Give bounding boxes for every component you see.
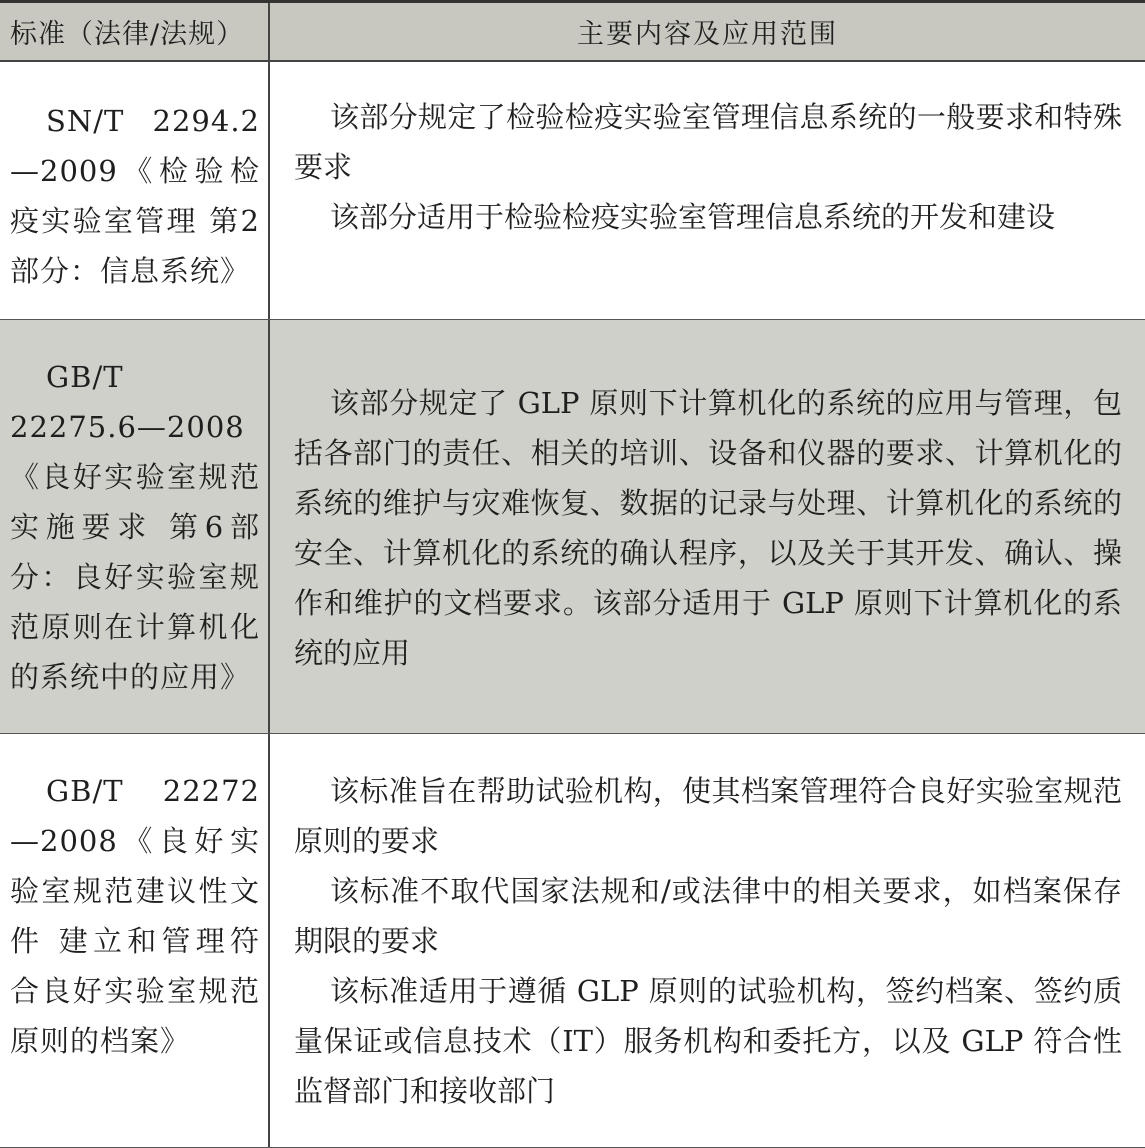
description-paragraph: 该部分规定了 GLP 原则下计算机化的系统的应用与管理，包括各部门的责任、相关的培训、设备和仪器的要求、计算机化的系统的维护与灾难恢复、数据的记录与处理、计算机化的系统的安全、计算机化的系统的确认程序，以及关于其开发、确认、操作和维护的文档要求。该部分适用于 GLP 原则下计算机化的系统的应用 xyxy=(294,386,1122,670)
description-cell xyxy=(270,320,1145,733)
description-cell xyxy=(270,62,1145,319)
standard-cell xyxy=(0,320,270,733)
standard-name: GB/T 22272—2008《良好实验室规范建议性文件 建立和管理符合良好实验室规范原则的档案》 xyxy=(10,774,260,1058)
table-row xyxy=(0,62,1145,320)
header-content-scope: 主要内容及应用范围 xyxy=(577,19,838,50)
description xyxy=(294,766,1122,1116)
table-header xyxy=(0,0,1145,62)
description-paragraph: 该标准旨在帮助试验机构，使其档案管理符合良好实验室规范原则的要求 xyxy=(294,774,1122,858)
description-paragraph: 该部分规定了检验检疫实验室管理信息系统的一般要求和特殊要求 xyxy=(294,100,1122,184)
header-standard: 标准（法律/法规） xyxy=(0,3,270,60)
description-paragraph: 该标准适用于遵循 GLP 原则的试验机构，签约档案、签约质量保证或信息技术（IT）服务机构和委托方，以及 GLP 符合性监督部门和接收部门 xyxy=(294,974,1122,1108)
description xyxy=(294,378,1122,678)
table-row xyxy=(0,734,1145,1148)
description-paragraph: 该标准不取代国家法规和/或法律中的相关要求，如档案保存期限的要求 xyxy=(294,874,1122,958)
standard-name: SN/T 2294.2—2009《检验检疫实验室管理 第2部分：信息系统》 xyxy=(10,104,260,288)
description-paragraph: 该部分适用于检验检疫实验室管理信息系统的开发和建设 xyxy=(330,200,1056,234)
standard-cell xyxy=(0,62,270,319)
table-row xyxy=(0,320,1145,734)
standard-name: GB/T 22275.6—2008《良好实验室规范实施要求 第6部分：良好实验室规范原则在计算机化的系统中的应用》 xyxy=(10,360,260,694)
description-cell xyxy=(270,734,1145,1147)
description xyxy=(294,92,1122,242)
standard-cell xyxy=(0,734,270,1147)
